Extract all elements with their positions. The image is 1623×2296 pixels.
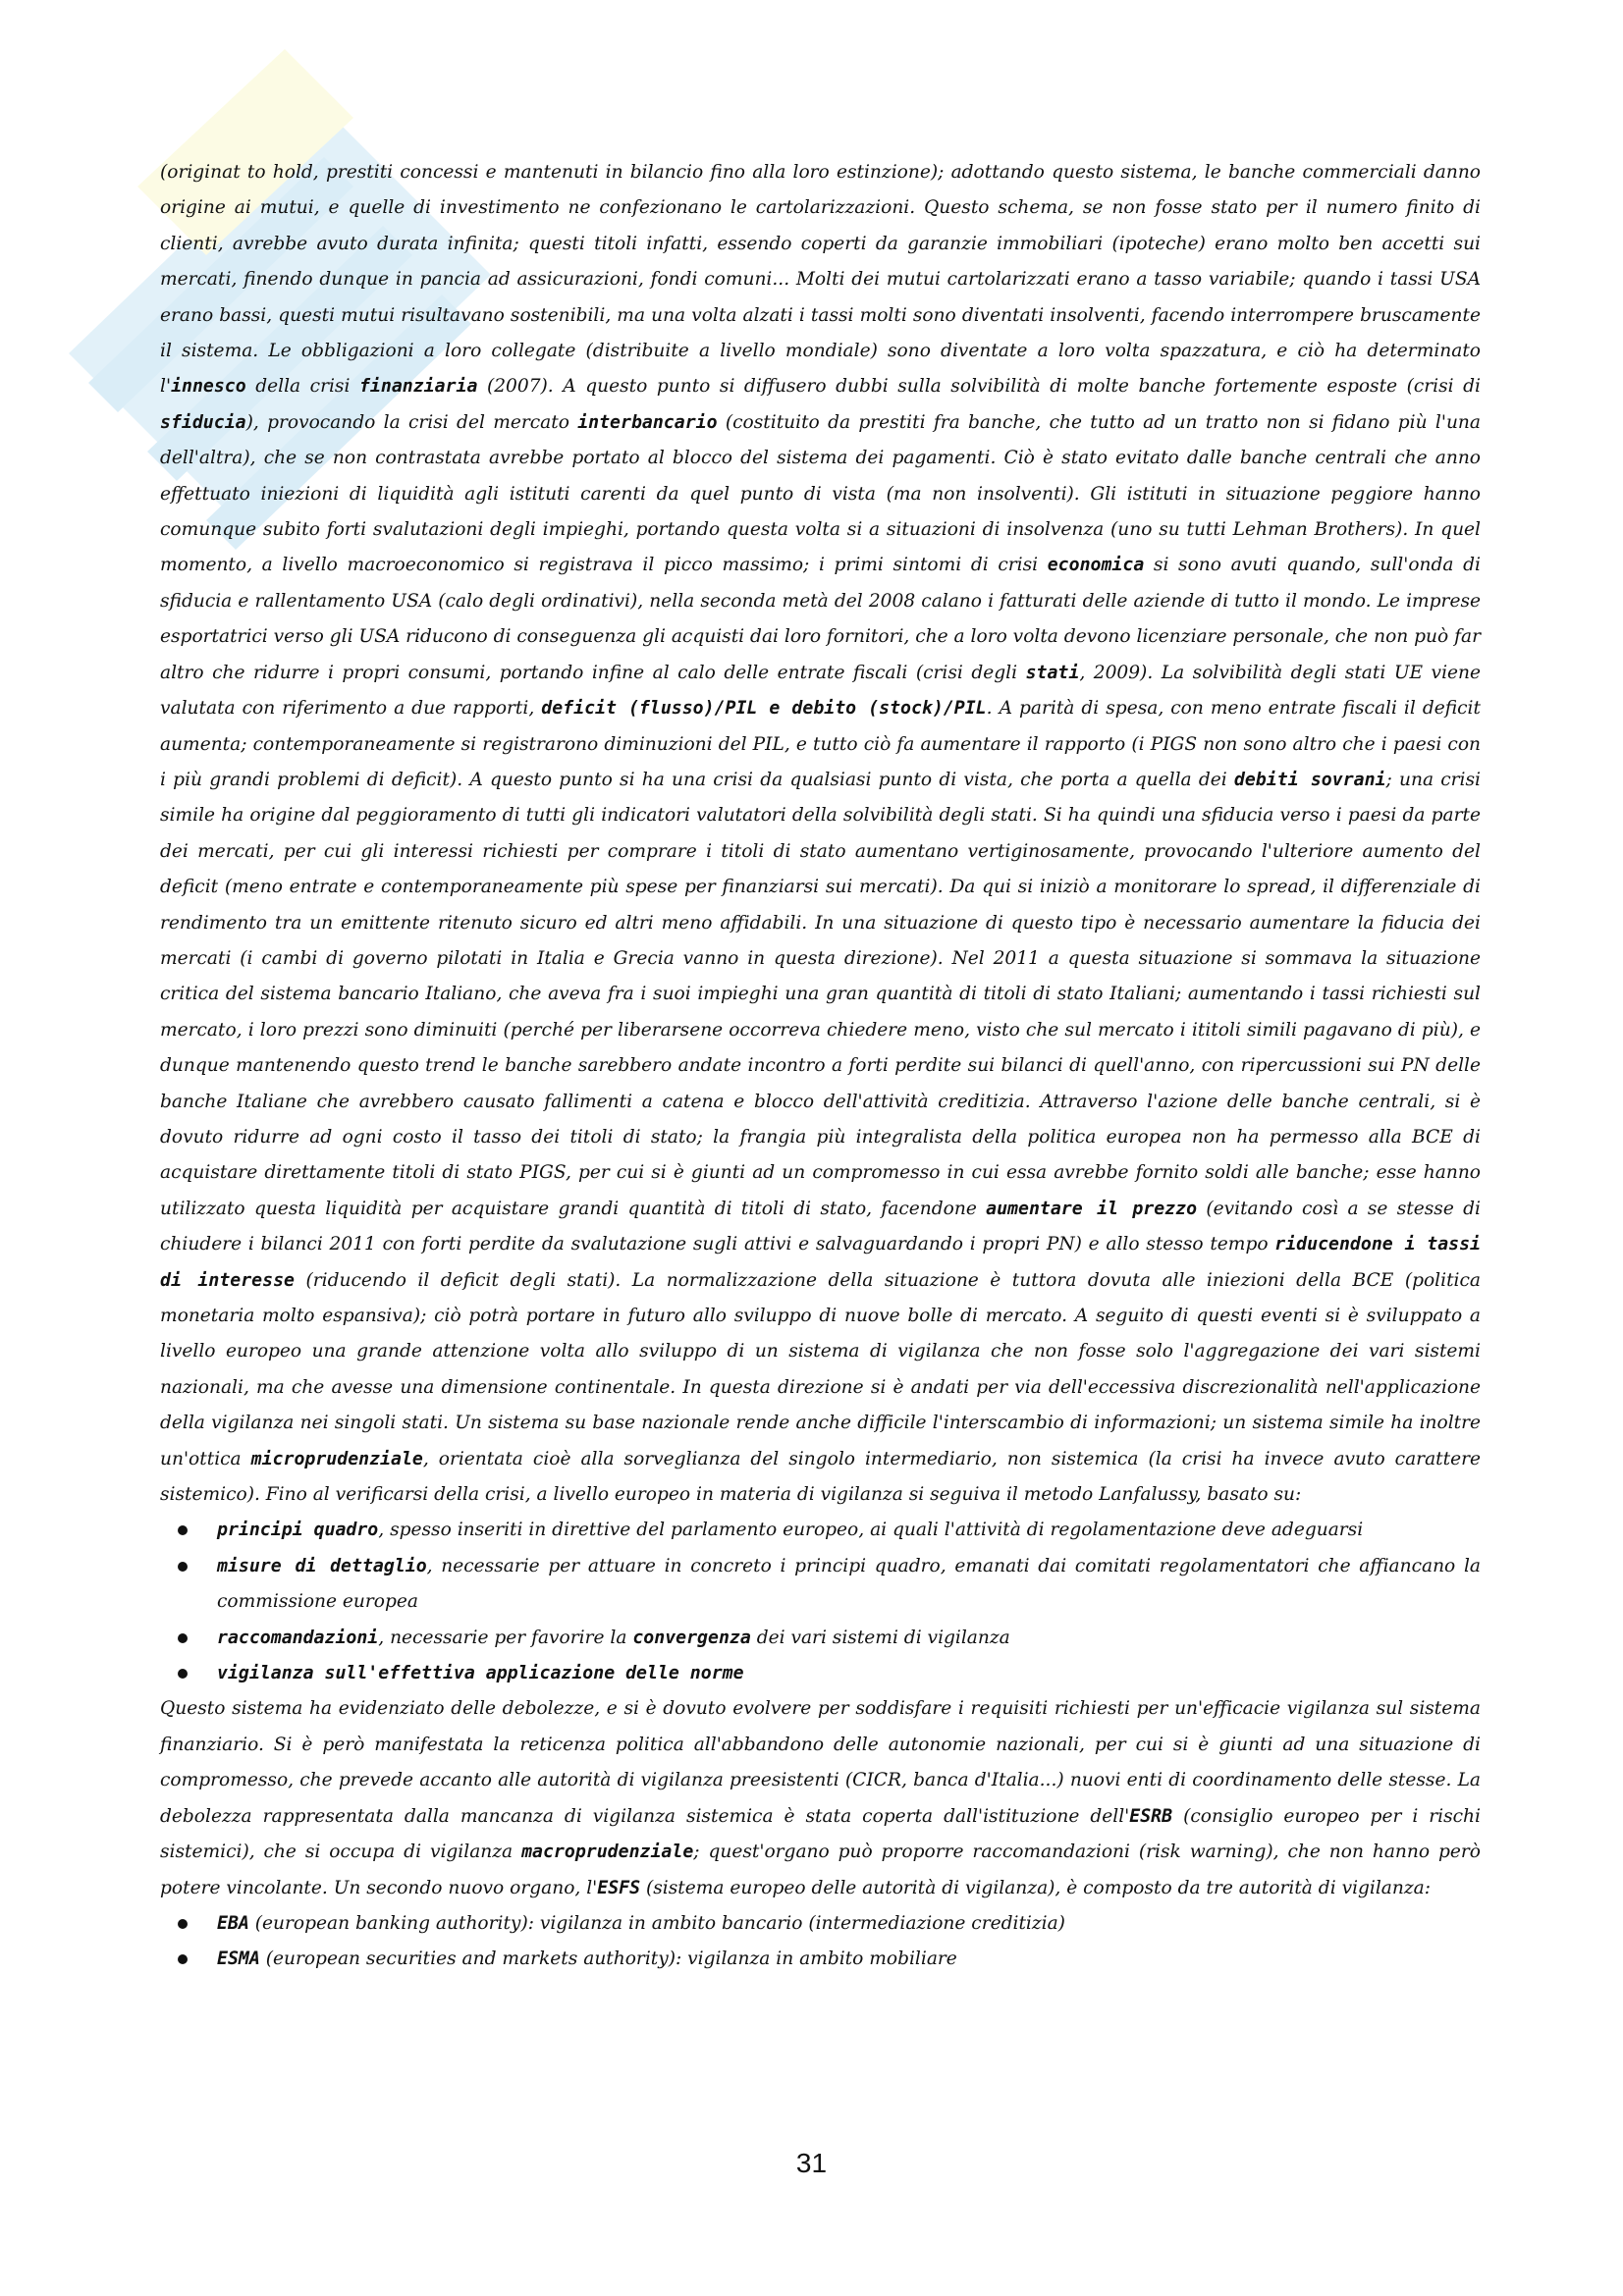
body-text: ; una crisi simile ha origine dal peggioramento di tutti gli indicatori valutatori della solvibilità degli stati. Si ha quindi una sfiducia verso i paesi da parte dei mercati, per cui gli interessi richiesti per comprare i titoli di stato aumentano vertiginosamente, provocando l'ulteriore aumento del deficit (meno entrate e contemporaneamente più spese per finanziarsi sui mercati). Da qui si iniziò a monitorare lo spread, il differenziale di rendimento tra un emittente ritenuto sicuro ed altri meno affidabili. In una situazione di questo tipo è necessario aumentare la fiducia dei mercati (i cambi di governo pilotati in Italia e Grecia vanno in questa direzione). Nel 2011 a questa situazione si sommava la situazione critica del sistema bancario Italiano, che aveva fra i suoi impieghi una gran quantità di titoli di stato Italiani; aumentando i tassi richiesti sul mercato, i loro prezzi sono diminuiti (perché per liberarsene occorreva chiedere meno, visto che sul mercato i ititoli simili pagavano di più), e dunque mantenendo questo trend le banche sarebbero andate incontro a forti perdite sui bilanci di quell'anno, con ripercussioni sui PN delle banche Italiane che avrebbero causato fallimenti a catena e blocco dell'attività creditizia. Attraverso l'azione delle banche centrali, si è dovuto ridurre ad ogni costo il tasso dei titoli di stato; la frangia più integralista della politica europea non ha permesso alla BCE di acquistare direttamente titoli di stato PIGS, per cui si è giunti ad un compromesso in cui essa avrebbe fornito soldi alle banche; esse hanno utilizzato questa liquidità per acquistare grandi quantità di titoli di stato, facendone bbox=[160, 769, 1481, 1219]
body-text: ; quest'organo può proporre raccomandazioni (risk warning), che non hanno però potere vincolante. Un secondo nuovo organo, l' bbox=[160, 1842, 1481, 1898]
body-text: ), provocando la crisi del mercato bbox=[245, 411, 578, 433]
keyword-text: vigilanza sull'effettiva applicazione delle norme bbox=[217, 1663, 744, 1684]
body-text: , necessarie per favorire la bbox=[378, 1627, 633, 1648]
keyword-text: stati bbox=[1025, 662, 1080, 683]
keyword-text: riducendone i tassi di interesse bbox=[160, 1234, 1481, 1291]
keyword-text: convergenza bbox=[632, 1627, 751, 1648]
page-number: 31 bbox=[795, 2148, 828, 2178]
list-item bbox=[160, 1621, 1481, 1656]
bullet-list-lanfalussy bbox=[160, 1513, 1481, 1691]
bullet-list-esfs bbox=[160, 1906, 1481, 1978]
body-text: Questo sistema ha evidenziato delle debolezze, e si è dovuto evolvere per soddisfare i requisiti richiesti per un'efficacie vigilanza sul sistema finanziario. Si è però manifestata la reticenza politica all'abbandono delle autonomie nazionali, per cui si è giunti ad una situazione di compromesso, che prevede accanto alle autorità di vigilanza preesistenti (CICR, banca d'Italia...) nuovi enti di coordinamento delle stesse. La debolezza rappresentata dalla mancanza di vigilanza sistemica è stata coperta dall'istituzione dell' bbox=[160, 1698, 1481, 1827]
keyword-text: finanziaria bbox=[358, 376, 478, 398]
body-text: , spesso inseriti in direttive del parlamento europeo, ai quali l'attività di regolamentazione deve adeguarsi bbox=[378, 1520, 1364, 1541]
keyword-text: misure di dettaglio bbox=[217, 1555, 427, 1576]
keyword-text: EBA bbox=[217, 1912, 249, 1934]
list-item bbox=[160, 1513, 1481, 1548]
keyword-text: aumentare il prezzo bbox=[986, 1198, 1198, 1219]
body-text: della crisi bbox=[245, 376, 359, 398]
keyword-text: innesco bbox=[171, 376, 246, 398]
list-item bbox=[160, 1549, 1481, 1621]
keyword-text: sfiducia bbox=[160, 411, 246, 433]
body-text: , necessarie per attuare in concreto i principi quadro, emanati dai comitati regolamentatori che affiancano la commissione europea bbox=[217, 1555, 1481, 1613]
body-text: (costituito da prestiti fra banche, che tutto ad un tratto non si fidano più l'una dell'altra), che se non contrastata avrebbe portato al blocco del sistema dei pagamenti. Ciò è stato evitato dalle banche centrali che anno effettuato iniezioni di liquidità agli istituti carenti da quel punto di vista (ma non insolventi). Gli istituti in situazione peggiore hanno comunque subito forti svalutazioni degli impieghi, portando questa volta si a situazioni di insolvenza (uno su tutti Lehman Brothers). In quel momento, a livello macroeconomico si registrava il picco massimo; i primi sintomi di crisi bbox=[160, 411, 1481, 576]
body-text: (2007). A questo punto si diffusero dubbi sulla solvibilità di molte banche fortemente esposte (crisi di bbox=[477, 376, 1481, 398]
body-text: , orientata cioè alla sorveglianza del singolo intermediario, non sistemica (la crisi ha invece avuto carattere sistemico). Fino al verificarsi della crisi, a livello europeo in materia di vigilanza si seguiva il metodo Lanfalussy, basato su: bbox=[160, 1448, 1481, 1506]
list-item bbox=[160, 1942, 1481, 1977]
keyword-text: interbancario bbox=[577, 411, 718, 433]
keyword-text: ESRB bbox=[1129, 1805, 1173, 1827]
keyword-text: ESFS bbox=[597, 1877, 641, 1898]
body-text: dei vari sistemi di vigilanza bbox=[750, 1627, 1010, 1648]
body-text: (originat to hold, prestiti concessi e mantenuti in bilancio fino alla loro estinzione); adottando questo sistema, le banche commerciali danno origine ai mutui, e quelle di investimento ne confezionano le cartolarizzazioni. Questo schema, se non fosse stato per il numero finito di clienti, avrebbe avuto durata infinita; questi titoli infatti, essendo coperti da garanzie immobiliari (ipoteche) erano molto ben accetti sui mercati, finendo dunque in pancia ad assicurazioni, fondi comuni... Molti dei mutui cartolarizzati erano a tasso variabile; quando i tassi USA erano bassi, questi mutui risultavano sostenibili, ma una volta alzati i tassi molti sono diventati insolventi, facendo interrompere bruscamente il sistema. Le obbligazioni a loro collegate (distribuite a livello mondiale) sono diventate a loro volta spazzatura, e ciò ha determinato l' bbox=[160, 162, 1481, 398]
body-text: . A parità di spesa, con meno entrate fiscali il deficit aumenta; contemporaneamente si registrarono diminuzioni del PIL, e tutto ciò fa aumentare il rapporto (i PIGS non sono altro che i paesi con i più grandi problemi di deficit). A questo punto si ha una crisi da qualsiasi punto di vista, che porta a quella dei bbox=[160, 698, 1481, 790]
body-text: (consiglio europeo per i rischi sistemici), che si occupa di vigilanza bbox=[160, 1805, 1481, 1863]
body-text: (european securities and markets authority): vigilanza in ambito mobiliare bbox=[259, 1949, 957, 1970]
body-text: si sono avuti quando, sull'onda di sfiducia e rallentamento USA (calo degli ordinativi), nella seconda metà del 2008 calano i fatturati delle aziende di tutto il mondo. Le imprese esportatrici verso gli USA riducono di conseguenza gli acquisti dai loro fornitori, che a loro volta devono licenziare personale, che non può far altro che ridurre i propri consumi, portando infine al calo delle entrate fiscali (crisi degli bbox=[160, 555, 1481, 683]
body-text: (riducendo il deficit degli stati). La normalizzazione della situazione è tuttora dovuta alle iniezioni della BCE (politica monetaria molto espansiva); ciò potrà portare in futuro allo sviluppo di nuove bolle di mercato. A seguito di questi eventi si è sviluppato a livello europeo una grande attenzione volta allo sviluppo di un sistema di vigilanza che non fosse solo l'aggregazione dei vari sistemi nazionali, ma che avesse una dimensione continentale. In questa direzione si è andati per via dell'eccessiva discrezionalità nell'applicazione della vigilanza nei singoli stati. Un sistema su base nazionale rende anche difficile l'interscambio di informazioni; un sistema simile ha inoltre un'ottica bbox=[160, 1269, 1481, 1469]
keyword-text: deficit (flusso)/PIL e debito (stock)/PIL bbox=[541, 698, 987, 720]
list-item bbox=[160, 1656, 1481, 1691]
keyword-text: raccomandazioni bbox=[217, 1627, 379, 1648]
body-text: (european banking authority): vigilanza in ambito bancario (intermediazione creditizia) bbox=[248, 1912, 1065, 1934]
body-text: (evitando così a se stesse di chiudere i bilanci 2011 con forti perdite da svalutazione sugli attivi e salvaguardando i propri PN) e allo stesso tempo bbox=[160, 1198, 1481, 1255]
list-item bbox=[160, 1906, 1481, 1942]
body-paragraph bbox=[160, 155, 1481, 1513]
body-paragraph bbox=[160, 1691, 1481, 1905]
keyword-text: debiti sovrani bbox=[1233, 769, 1386, 790]
keyword-text: ESMA bbox=[217, 1949, 260, 1970]
body-text: , 2009). La solvibilità degli stati UE viene valutata con riferimento a due rapporti, bbox=[160, 662, 1481, 720]
keyword-text: microprudenziale bbox=[250, 1448, 423, 1469]
document-body bbox=[160, 155, 1481, 1978]
keyword-text: macroprudenziale bbox=[521, 1842, 694, 1863]
keyword-text: principi quadro bbox=[217, 1520, 379, 1541]
keyword-text: economica bbox=[1047, 555, 1145, 576]
body-text: (sistema europeo delle autorità di vigilanza), è composto da tre autorità di vigilanza: bbox=[640, 1877, 1432, 1898]
